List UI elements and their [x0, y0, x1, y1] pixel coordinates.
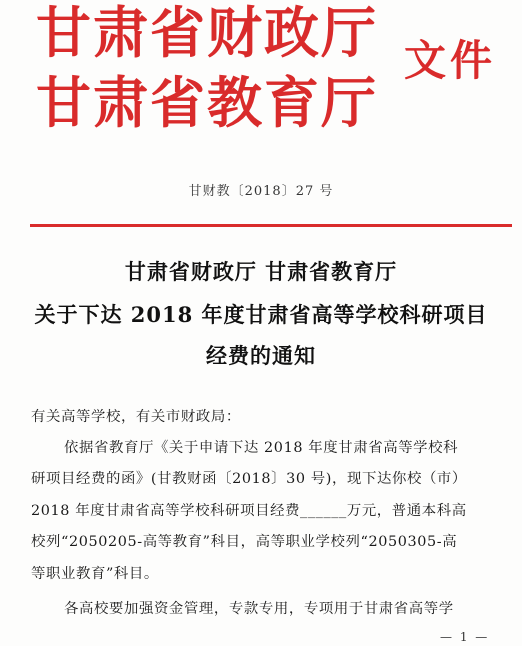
body-line: 研项目经费的函》(甘教财函〔2018〕30 号)，现下达你校（市）	[31, 471, 467, 487]
body-line: 依据省教育厅《关于申请下达 2018 年度甘肃省高等学校科	[64, 440, 459, 456]
title-line-1: 甘肃省财政厅 甘肃省教育厅	[124, 259, 398, 284]
body-line: 2018 年度甘肃省高等学校科研项目经费______万元，普通本科高	[31, 503, 467, 519]
header-red-rule	[30, 224, 512, 227]
issuer-finance-department: 甘肃省财政厅	[36, 1, 379, 65]
salutation: 有关高等学校，有关市财政局：	[31, 409, 241, 425]
body-line: 等职业教育”科目。	[31, 566, 159, 582]
issuer-education-department: 甘肃省教育厅	[36, 71, 379, 135]
title-line-2: 关于下达 2018 年度甘肃省高等学校科研项目	[34, 302, 488, 327]
title-line-3: 经费的通知	[206, 343, 316, 368]
page-number: — 1 —	[440, 630, 490, 644]
document-number: 甘财教〔2018〕27 号	[188, 184, 334, 199]
body-line: 校列“2050205-高等教育”科目，高等职业学校列“2050305-高	[31, 534, 458, 550]
body-line: 各高校要加强资金管理，专款专用，专项用于甘肃省高等学	[64, 601, 454, 617]
document-type-label: 文件	[404, 36, 497, 85]
